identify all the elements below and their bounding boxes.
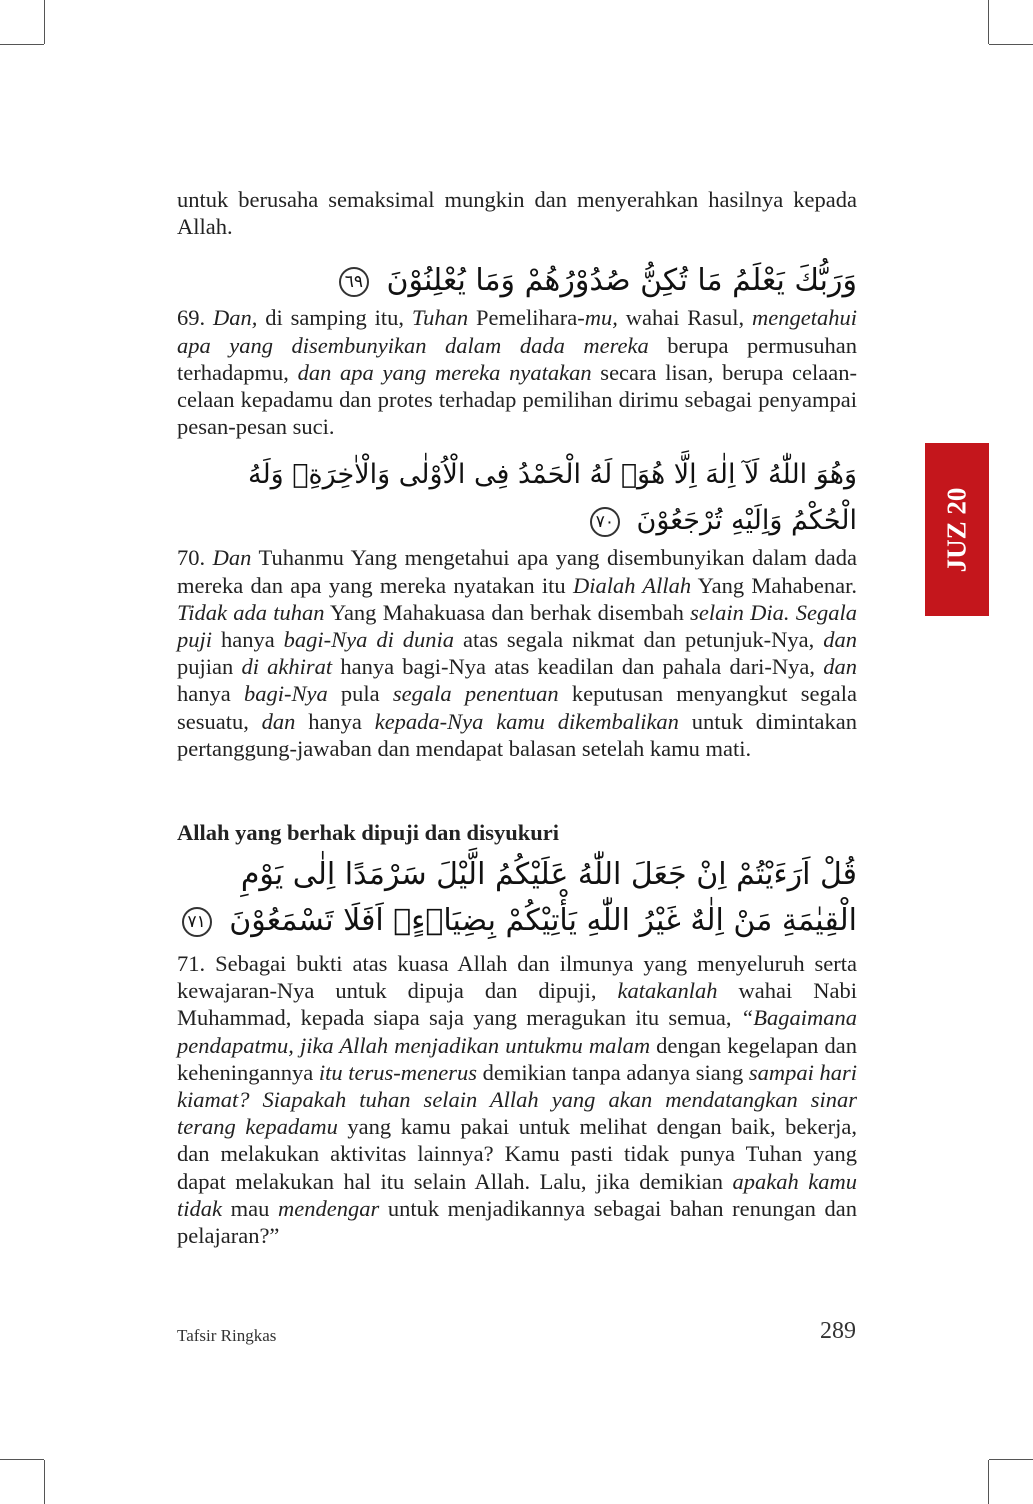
text-segment: hanya — [212, 627, 284, 653]
text-segment: demikian tanpa adanya siang — [476, 1059, 749, 1085]
ayah-number-marker: ٦٩ — [339, 267, 369, 297]
text-segment: dengan kegelapan dan keheningannya — [177, 1032, 857, 1085]
italic-segment: mendengar — [277, 1195, 380, 1221]
italic-segment: Dialah Allah — [572, 572, 692, 598]
text-segment: hanya bagi-Nya atas keadilan dan pahala dari-Nya, — [332, 654, 824, 680]
tafsir-paragraph-69 — [177, 304, 857, 440]
text-segment: di samping itu, — [257, 305, 412, 331]
intro-paragraph: untuk berusaha semaksimal mungkin dan menyerahkan hasilnya kepada Allah. — [177, 187, 857, 240]
italic-segment: “Bagaimana pendapatmu, jika Allah menjadikan untukmu malam — [177, 1005, 857, 1058]
ayah-number-marker: ٧١ — [182, 907, 212, 937]
italic-segment: mu, — [584, 305, 618, 331]
italic-segment: dan — [823, 627, 857, 653]
crop-mark — [0, 1459, 44, 1460]
ayah-number-marker: ٧٠ — [590, 507, 620, 537]
ayah-text: وَرَبُّكَ يَعْلَمُ مَا تُكِنُّ صُدُوْرُهُمْ وَمَا يُعْلِنُوْنَ — [386, 263, 857, 299]
italic-segment: bagi-Nya — [243, 681, 328, 707]
italic-segment: Tuhan — [411, 305, 469, 331]
text-segment: Yang Mahakuasa dan berhak disembah — [324, 599, 691, 625]
tafsir-paragraph-70 — [177, 544, 857, 762]
crop-mark — [44, 0, 45, 44]
crop-mark — [0, 44, 44, 45]
italic-segment: sampai hari kiamat? Siapakah tuhan selain Allah yang akan mendatangkan sinar terang kepadamu — [177, 1059, 857, 1140]
italic-segment: Tidak ada tuhan — [177, 599, 325, 625]
text-segment: yang kamu pakai untuk melihat dengan baik, bekerja, dan melakukan aktivitas lainnya? Kamu pasti tidak punya Tuhan yang dapat melakukan hal itu selain Allah. Lalu, jika demikian — [177, 1114, 858, 1194]
text-segment: pujian — [177, 654, 242, 680]
italic-segment: Dan — [212, 545, 252, 571]
ayah-text: قُلْ اَرَءَيْتُمْ اِنْ جَعَلَ اللّٰهُ عَلَيْكُمُ الَّيْلَ سَرْمَدًا اِلٰى يَوْمِ الْقِيٰمَةِ مَنْ اِلٰهٌ غَيْرُ اللّٰهِ يَأْتِيْكُمْ بِضِيَاۤءٍۗ اَفَلَا تَسْمَعُوْنَ — [229, 857, 857, 939]
italic-segment: apakah kamu tidak — [177, 1168, 857, 1221]
text-segment: 69. — [177, 305, 213, 331]
italic-segment: Dan, — [212, 305, 258, 331]
book-title: Tafsir Ringkas — [177, 1326, 277, 1345]
juz-label: JUZ 20 — [941, 487, 972, 572]
italic-segment: di akhirat — [241, 654, 333, 680]
text-segment: hanya — [177, 681, 244, 707]
ayah-71 — [177, 852, 857, 944]
text-segment: 71. Sebagai bukti atas kuasa Allah dan ilmunya yang menyeluruh serta kewajaran-Nya untuk dipuja dan dipuji, — [177, 951, 857, 1004]
italic-segment: dan — [261, 708, 296, 734]
crop-mark — [988, 0, 989, 44]
ayah-69 — [177, 258, 857, 304]
text-segment: pula — [327, 681, 393, 707]
crop-mark — [44, 1460, 45, 1504]
text-segment: hanya — [295, 708, 375, 734]
juz-side-tab — [925, 443, 989, 616]
ayah-70 — [177, 452, 857, 544]
page-content — [177, 186, 857, 1249]
italic-segment: itu terus-menerus — [318, 1059, 477, 1085]
text-segment: untuk dimintakan pertanggung-jawaban dan mendapat balasan setelah kamu mati. — [177, 708, 857, 761]
text-segment: Pemelihara- — [468, 305, 585, 331]
italic-segment: selain Dia. Segala puji — [177, 599, 857, 653]
italic-segment: dan — [823, 654, 857, 680]
text-segment: atas segala nikmat dan petunjuk-Nya, — [454, 627, 824, 653]
section-heading: Allah yang berhak dipuji dan disyukuri — [177, 820, 560, 846]
italic-segment: katakanlah — [617, 978, 718, 1004]
italic-segment: mengetahui apa yang disembunyikan dalam dada mereka — [177, 305, 858, 358]
italic-segment: kepada-Nya kamu dikembalikan — [374, 708, 679, 734]
italic-segment: bagi-Nya di dunia — [283, 627, 455, 653]
text-segment: mau — [222, 1195, 278, 1221]
text-segment: untuk menjadikannya sebagai bahan renungan dan pelajaran?” — [177, 1195, 857, 1249]
text-segment: Yang Mahabenar. — [691, 572, 857, 598]
ayah-text: وَهُوَ اللّٰهُ لَآ اِلٰهَ اِلَّا هُوَۗ لَهُ الْحَمْدُ فِى الْاُوْلٰى وَالْاٰخِرَةِۖ وَلَهُ الْحُكْمُ وَاِلَيْهِ تُرْجَعُوْنَ — [247, 459, 857, 537]
crop-mark — [989, 44, 1033, 45]
text-segment: berupa permusuhan terhadapmu, — [177, 332, 857, 385]
crop-mark — [988, 1460, 989, 1504]
text-segment: secara lisan, berupa celaan-celaan kepadamu dan protes terhadap pemilihan dirimu sebagai penyampai pesan-pesan suci. — [177, 359, 857, 440]
tafsir-paragraph-71 — [177, 950, 857, 1249]
crop-mark — [989, 1459, 1033, 1460]
text-segment: wahai Nabi Muhammad, kepada siapa saja yang meragukan itu semua, — [177, 978, 857, 1031]
italic-segment: segala penentuan — [392, 681, 559, 707]
italic-segment: dan apa yang mereka nyatakan — [297, 359, 592, 385]
text-segment: keputusan menyangkut segala sesuatu, — [177, 681, 857, 734]
text-segment: 70. — [177, 545, 213, 571]
page-number: 289 — [820, 1318, 856, 1344]
text-segment: wahai Rasul, — [617, 305, 753, 331]
text-segment: Tuhanmu Yang mengetahui apa yang disembunyikan dalam dada mereka dan apa yang mereka nyatakan itu — [177, 545, 857, 598]
